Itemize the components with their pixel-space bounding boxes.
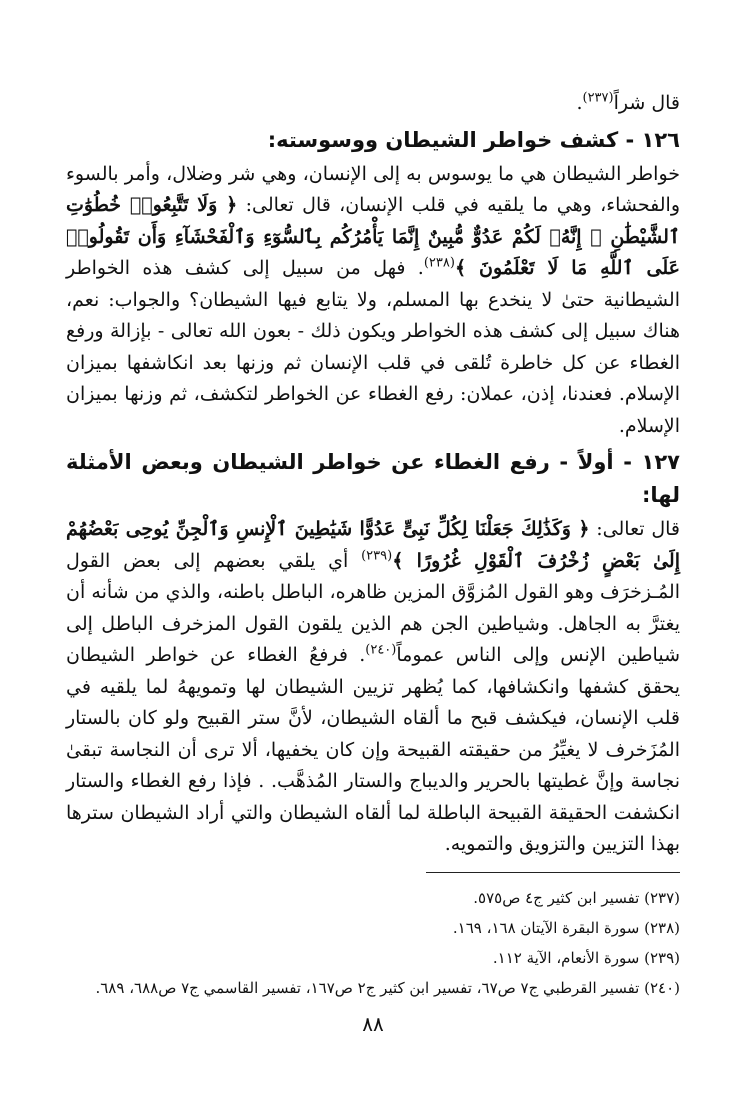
section-126-text-b: . فهل من سبيل إلى كشف هذه الخواطر الشيطانية حتىٰ لا ينخدع بها المسلم، ولا يتابع فيها الشيطان؟ والجواب: نعم، هناك سبيل إلى كشف هذه الخواطر ويكون ذلك - بعون الله تعالى - بإزالة ورفع الغطاء عن كل خاطرة تُلقى في قلب الإنسان ثم وزنها بعد انكاشفها بميزان الإسلام. فعندنا، إذن، عملان: رفع الغطاء عن الخواطر لتكشف، ثم وزنها بميزان الإسلام. <box>66 257 681 437</box>
section-127-paragraph <box>66 514 680 861</box>
section-126-heading: ١٢٦ - كشف خواطر الشيطان ووسوسته: <box>267 127 680 152</box>
quran-verse-baqarah: ﴿ وَلَا تَتَّبِعُوا۟ خُطُوَٰتِ ٱلشَّيْطَٰنِ ۚ إِنَّهُۥ لَكُمْ عَدُوٌّ مُّبِينٌ إِنَّمَا يَأْمُرُكُم بِٱلسُّوٓءِ وَٱلْفَحْشَآءِ وَأَن تَقُولُوا۟ عَلَى ٱللَّهِ مَا لَا تَعْلَمُونَ ﴾ <box>66 194 680 279</box>
intro-line <box>66 88 680 120</box>
section-127-text-b: أي يلقي بعضهم إلى بعض القول المُـزخرَف وهو القول المُزوَّق المزين ظاهره، الباطل باطنه، والذي من شأنه أن يغترَّ به الجاهل. وشياطين الجن هم الذين يلقون القول المزخرف الباطل إلى شياطين الإنس وإلى الناس عموماً <box>66 549 680 666</box>
page-number: ٨٨ <box>362 1012 384 1036</box>
section-127-text-c: . فرفعُ الغطاء عن خواطر الشيطان يحقق كشفها وانكشافها، كما يُظهر تزيين الشيطان لها وتمويههُ لما يلقيه في قلب الإنسان، فيكشف قبح ما ألقاه الشيطان، لأنَّ ستر القبيح ولو كان بالستار المُزَخرف لا يغيِّرُ من حقيقته القبيحة وإن كان يخفيها، ألا ترى أن النجاسة تبقىٰ نجاسة وإنَّ غطيتها بالحرير والديباج والستار المُذهَّب. . فإذا رفع الغطاء والستار انكشفت الحقيقة القبيحة الباطلة لما ألقاه الشيطان والتي أراد الشيطان سترها بهذا التزيين والتزويق والتمويه. <box>66 644 680 855</box>
intro-text: قال شراً <box>613 92 680 114</box>
section-126-paragraph <box>66 159 680 443</box>
footnote-ref-240: (٢٤٠) <box>365 642 397 658</box>
quran-verse-anam: ﴿ وَكَذَٰلِكَ جَعَلْنَا لِكُلِّ نَبِىٍّ عَدُوًّا شَيَٰطِينَ ٱلْإِنسِ وَٱلْجِنِّ يُوحِى بَعْضُهُمْ إِلَىٰ بَعْضٍ زُخْرُفَ ٱلْقَوْلِ غُرُورًا ﴾ <box>66 518 680 572</box>
footnote-ref-239: (٢٣٩) <box>361 548 393 564</box>
footnote-240: (٢٤٠) تفسير القرطبي ج٧ ص٦٧، تفسير ابن كثير ج٢ ص١٦٧، تفسير القاسمي ج٧ ص٦٨٨، ٦٨٩. <box>95 979 680 997</box>
footnote-divider <box>426 872 680 873</box>
section-127-text-a: قال تعالى: <box>589 518 680 540</box>
intro-end: . <box>576 92 583 114</box>
footnote-ref-238: (٢٣٨) <box>423 255 455 271</box>
section-126-text-a: خواطر الشيطان هي ما يوسوس به إلى الإنسان، وهي شر وضلال، وأمر بالسوء والفحشاء، وهي ما يلقيه في قلب الإنسان، قال تعالى: <box>66 162 680 216</box>
footnote-238: (٢٣٨) سورة البقرة الآيتان ١٦٨، ١٦٩. <box>452 919 680 937</box>
footnote-239: (٢٣٩) سورة الأنعام، الآية ١١٢. <box>492 949 680 967</box>
section-127-heading: ١٢٧ - أولاً - رفع الغطاء عن خواطر الشيطان وبعض الأمثلة لها: <box>66 450 680 507</box>
footnote-237: (٢٣٧) تفسير ابن كثير ج٤ ص٥٧٥. <box>473 889 680 907</box>
footnote-ref-237: (٢٣٧) <box>582 90 614 106</box>
page-body <box>66 88 680 861</box>
footnotes <box>66 883 680 1003</box>
